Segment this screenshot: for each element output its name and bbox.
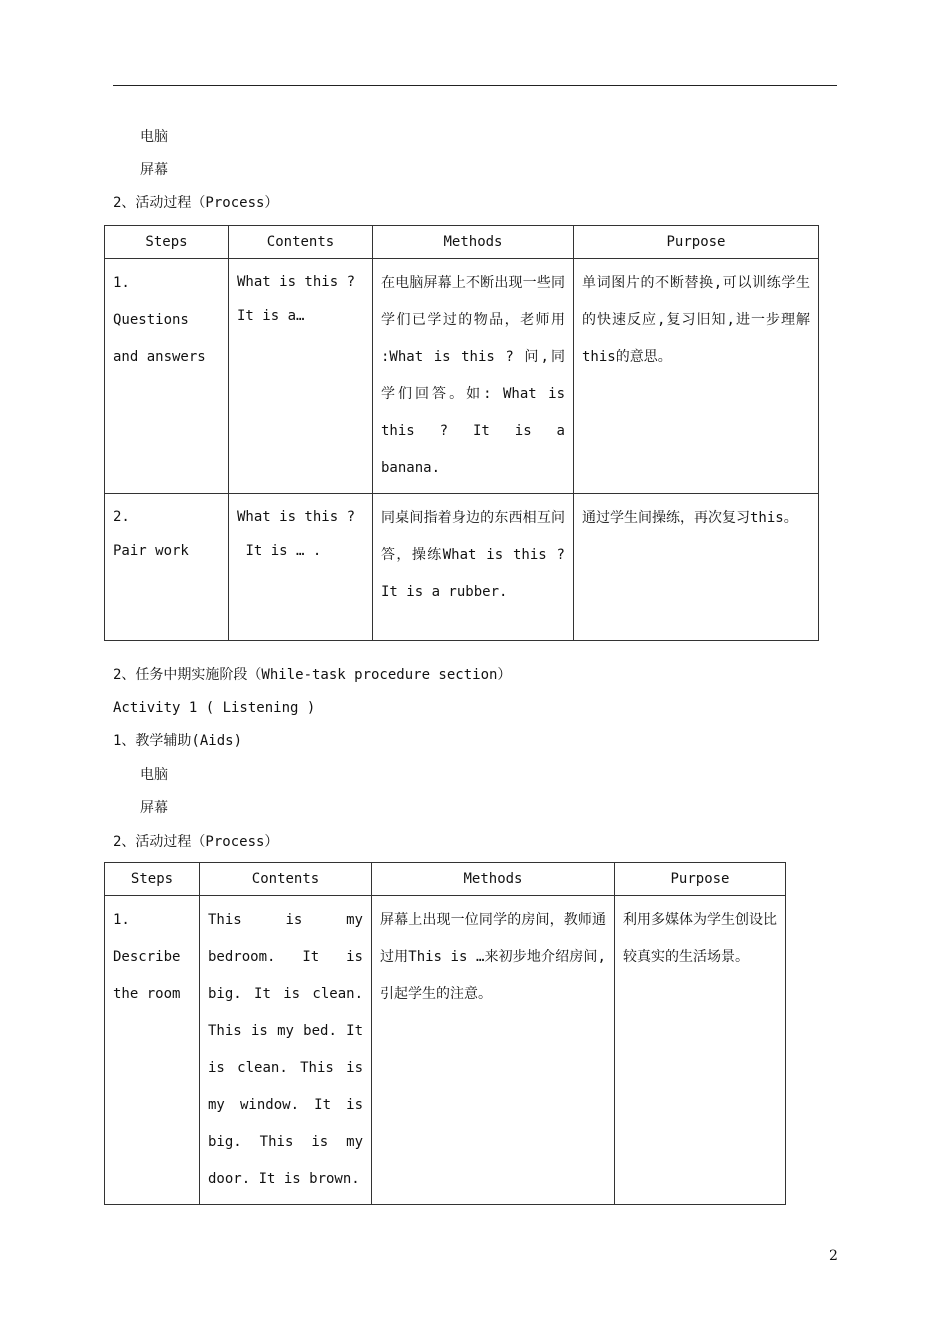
- cell-contents: What is this ? It is … .: [229, 494, 373, 641]
- aids-heading: 1、教学辅助(Aids): [113, 733, 243, 749]
- table-header-row: [105, 226, 819, 259]
- process-table-1: [104, 225, 819, 641]
- table-header-row: [105, 863, 786, 896]
- aids-item-screen: 屏幕: [140, 800, 168, 816]
- page-number: 2: [829, 1248, 838, 1264]
- cell-purpose: 通过学生间操练，再次复习this。: [574, 494, 819, 641]
- table-row: [105, 494, 819, 641]
- process-table-2: [104, 862, 786, 1205]
- cell-contents: What is this ? It is a…: [229, 259, 373, 494]
- table-row: [105, 259, 819, 494]
- header-methods: Methods: [373, 226, 574, 259]
- header-contents: Contents: [229, 226, 373, 259]
- process-heading: 2、活动过程（Process）: [113, 195, 279, 211]
- header-purpose: Purpose: [574, 226, 819, 259]
- cell-purpose: 利用多媒体为学生创设比较真实的生活场景。: [615, 896, 786, 1205]
- while-task-heading: 2、任务中期实施阶段（While-task procedure section）: [113, 667, 512, 683]
- cell-methods: 屏幕上出现一位同学的房间，教师通过用This is …来初步地介绍房间,引起学生的注意。: [372, 896, 615, 1205]
- header-contents: Contents: [200, 863, 372, 896]
- aids-item-screen: 屏幕: [140, 162, 168, 178]
- header-purpose: Purpose: [615, 863, 786, 896]
- cell-step: 1. Questions and answers: [105, 259, 229, 494]
- aids-item-computer: 电脑: [140, 129, 168, 145]
- cell-methods: 同桌间指着身边的东西相互问答，操练What is this ? It is a rubber.: [373, 494, 574, 641]
- cell-contents: This is my bedroom. It is big. It is clean. This is my bed. It is clean. This is my window. It is big. This is my door. It is brown.: [200, 896, 372, 1205]
- cell-methods: 在电脑屏幕上不断出现一些同学们已学过的物品，老师用 :What is this ? 问,同学们回答。如: What is this ? It is a banana.: [373, 259, 574, 494]
- cell-purpose: 单词图片的不断替换,可以训练学生的快速反应,复习旧知,进一步理解this的意思。: [574, 259, 819, 494]
- table-row: [105, 896, 786, 1205]
- header-steps: Steps: [105, 226, 229, 259]
- cell-step: 2. Pair work: [105, 494, 229, 641]
- cell-step: 1. Describe the room: [105, 896, 200, 1205]
- header-steps: Steps: [105, 863, 200, 896]
- header-methods: Methods: [372, 863, 615, 896]
- process-heading: 2、活动过程（Process）: [113, 834, 279, 850]
- activity-title: Activity 1 ( Listening ): [113, 700, 316, 716]
- header-rule: [113, 85, 837, 86]
- aids-item-computer: 电脑: [140, 767, 168, 783]
